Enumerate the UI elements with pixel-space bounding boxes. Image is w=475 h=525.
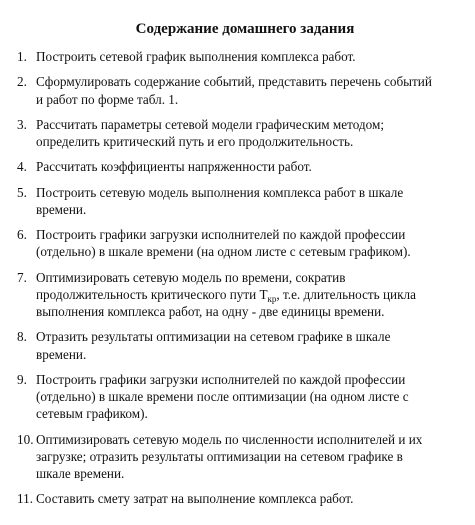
task-list [17,48,467,507]
task-item-9 [17,371,467,423]
critical-path-subscript: кр [267,293,277,304]
task-number: 4. [17,159,27,175]
task-text: Рассчитать параметры сетевой модели графическим методом; определить критический путь и его продолжительность. [36,116,384,149]
task-item-4 [17,158,467,175]
task-item-2 [17,73,467,107]
task-item-8 [17,328,467,362]
task-text: Построить графики загрузки исполнителей по каждой профессии (отдельно) в шкале времени (на одном листе с сетевым графиком). [36,227,411,260]
task-number: 5. [17,184,27,200]
task-text: Оптимизировать сетевую модель по численности исполнителей и их загрузке; отразить результаты оптимизации на сетевом графике в шкале времени. [36,431,423,481]
task-text: Составить смету затрат на выполнение комплекса работ. [36,491,354,507]
task-number: 9. [17,371,27,387]
task-text: Рассчитать коэффициенты напряженности работ. [36,159,312,175]
page-title: Содержание домашнего задания [135,21,355,37]
task-item-5 [17,184,467,218]
task-item-11 [17,490,467,507]
task-number: 6. [17,227,27,243]
task-item-3 [17,116,467,150]
task-text: Построить сетевую модель выполнения комплекса работ в шкале времени. [36,184,404,217]
task-text: Построить сетевой график выполнения комплекса работ. [36,49,356,64]
task-number: 11. [17,491,33,507]
task-number: 10. [17,431,34,447]
task-number: 1. [17,49,27,64]
task-number: 3. [17,116,27,132]
task-text-part: Оптимизировать сетевую модель по времени, сократив продолжительность критического пути T [36,269,346,302]
task-number: 7. [17,269,27,285]
task-item-6 [17,226,467,260]
task-text-part: , т.е. длительность цикла выполнения комплекса работ, на одну - две единицы времени. [36,286,416,319]
task-text: Отразить результаты оптимизации на сетевом графике в шкале времени. [36,329,391,362]
task-text: Построить графики загрузки исполнителей по каждой профессии (отдельно) в шкале времени после оптимизации (на одном листе с сетевым графиком). [36,371,409,422]
task-number: 8. [17,329,27,345]
task-item-10 [17,431,467,483]
task-text [36,269,467,321]
task-item-7 [17,269,467,321]
task-number: 2. [17,74,27,90]
task-text: Сформулировать содержание событий, представить перечень событий и работ по форме табл. 1. [36,74,432,107]
task-item-1 [17,48,467,65]
